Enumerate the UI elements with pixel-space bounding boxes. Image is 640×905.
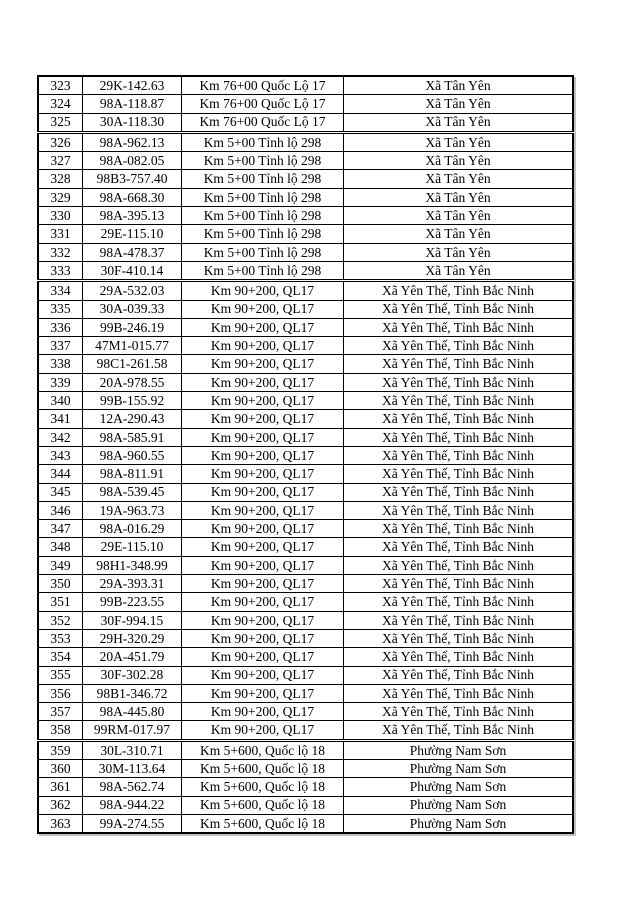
- plate-cell: 29H-320.29: [83, 629, 182, 647]
- table-row: [38, 243, 573, 261]
- table-body: [38, 76, 573, 833]
- table-row: [38, 520, 573, 538]
- location-cell: Km 5+600, Quốc lộ 18: [182, 778, 344, 796]
- table-row: [38, 629, 573, 647]
- table-row: [38, 95, 573, 113]
- plate-cell: 20A-451.79: [83, 648, 182, 666]
- ward-cell: Xã Yên Thế, Tỉnh Bắc Ninh: [344, 281, 574, 300]
- ward-cell: Phường Nam Sơn: [344, 814, 574, 833]
- row-index-cell: 355: [38, 666, 83, 684]
- table-row: [38, 593, 573, 611]
- ward-cell: Phường Nam Sơn: [344, 759, 574, 777]
- location-cell: Km 90+200, QL17: [182, 410, 344, 428]
- table-row: [38, 556, 573, 574]
- ward-cell: Xã Yên Thế, Tỉnh Bắc Ninh: [344, 556, 574, 574]
- row-index-cell: 350: [38, 575, 83, 593]
- row-index-cell: 357: [38, 703, 83, 721]
- violation-table: [37, 75, 574, 834]
- table-row: [38, 318, 573, 336]
- row-index-cell: 325: [38, 113, 83, 132]
- table-row: [38, 575, 573, 593]
- location-cell: Km 90+200, QL17: [182, 373, 344, 391]
- ward-cell: Xã Yên Thế, Tỉnh Bắc Ninh: [344, 611, 574, 629]
- row-index-cell: 345: [38, 483, 83, 501]
- plate-cell: 29E-115.10: [83, 225, 182, 243]
- plate-cell: 30F-410.14: [83, 261, 182, 280]
- table-row: [38, 76, 573, 95]
- location-cell: Km 90+200, QL17: [182, 318, 344, 336]
- table-row: [38, 759, 573, 777]
- row-index-cell: 361: [38, 778, 83, 796]
- plate-cell: 99RM-017.97: [83, 721, 182, 740]
- ward-cell: Xã Yên Thế, Tỉnh Bắc Ninh: [344, 355, 574, 373]
- location-cell: Km 5+00 Tỉnh lộ 298: [182, 243, 344, 261]
- plate-cell: 30A-118.30: [83, 113, 182, 132]
- ward-cell: Xã Tân Yên: [344, 243, 574, 261]
- row-index-cell: 337: [38, 337, 83, 355]
- row-index-cell: 351: [38, 593, 83, 611]
- table-row: [38, 740, 573, 759]
- ward-cell: Xã Yên Thế, Tỉnh Bắc Ninh: [344, 648, 574, 666]
- row-index-cell: 341: [38, 410, 83, 428]
- location-cell: Km 90+200, QL17: [182, 648, 344, 666]
- table-row: [38, 778, 573, 796]
- plate-cell: 98A-445.80: [83, 703, 182, 721]
- location-cell: Km 90+200, QL17: [182, 520, 344, 538]
- plate-cell: 47M1-015.77: [83, 337, 182, 355]
- table-row: [38, 170, 573, 188]
- row-index-cell: 335: [38, 300, 83, 318]
- row-index-cell: 356: [38, 684, 83, 702]
- location-cell: Km 90+200, QL17: [182, 629, 344, 647]
- location-cell: Km 90+200, QL17: [182, 538, 344, 556]
- ward-cell: Xã Yên Thế, Tỉnh Bắc Ninh: [344, 721, 574, 740]
- location-cell: Km 5+00 Tỉnh lộ 298: [182, 261, 344, 280]
- ward-cell: Xã Yên Thế, Tỉnh Bắc Ninh: [344, 428, 574, 446]
- plate-cell: 19A-963.73: [83, 501, 182, 519]
- table-row: [38, 703, 573, 721]
- ward-cell: Xã Yên Thế, Tỉnh Bắc Ninh: [344, 703, 574, 721]
- row-index-cell: 347: [38, 520, 83, 538]
- location-cell: Km 90+200, QL17: [182, 300, 344, 318]
- row-index-cell: 338: [38, 355, 83, 373]
- location-cell: Km 90+200, QL17: [182, 684, 344, 702]
- table-row: [38, 410, 573, 428]
- row-index-cell: 333: [38, 261, 83, 280]
- location-cell: Km 5+600, Quốc lộ 18: [182, 740, 344, 759]
- plate-cell: 98A-960.55: [83, 446, 182, 464]
- table-row: [38, 300, 573, 318]
- ward-cell: Xã Yên Thế, Tỉnh Bắc Ninh: [344, 520, 574, 538]
- location-cell: Km 5+600, Quốc lộ 18: [182, 814, 344, 833]
- table-row: [38, 501, 573, 519]
- plate-cell: 99B-246.19: [83, 318, 182, 336]
- table-row: [38, 721, 573, 740]
- row-index-cell: 359: [38, 740, 83, 759]
- table-row: [38, 538, 573, 556]
- location-cell: Km 5+00 Tỉnh lộ 298: [182, 188, 344, 206]
- row-index-cell: 362: [38, 796, 83, 814]
- ward-cell: Phường Nam Sơn: [344, 740, 574, 759]
- ward-cell: Xã Tân Yên: [344, 207, 574, 225]
- row-index-cell: 360: [38, 759, 83, 777]
- plate-cell: 29E-115.10: [83, 538, 182, 556]
- ward-cell: Xã Yên Thế, Tỉnh Bắc Ninh: [344, 501, 574, 519]
- table-row: [38, 132, 573, 151]
- plate-cell: 98C1-261.58: [83, 355, 182, 373]
- row-index-cell: 353: [38, 629, 83, 647]
- ward-cell: Xã Yên Thế, Tỉnh Bắc Ninh: [344, 483, 574, 501]
- location-cell: Km 5+00 Tỉnh lộ 298: [182, 132, 344, 151]
- ward-cell: Xã Tân Yên: [344, 132, 574, 151]
- ward-cell: Xã Tân Yên: [344, 76, 574, 95]
- row-index-cell: 349: [38, 556, 83, 574]
- plate-cell: 98A-944.22: [83, 796, 182, 814]
- row-index-cell: 329: [38, 188, 83, 206]
- table-row: [38, 392, 573, 410]
- table-row: [38, 814, 573, 833]
- location-cell: Km 90+200, QL17: [182, 392, 344, 410]
- ward-cell: Xã Yên Thế, Tỉnh Bắc Ninh: [344, 629, 574, 647]
- plate-cell: 98A-118.87: [83, 95, 182, 113]
- ward-cell: Xã Tân Yên: [344, 261, 574, 280]
- row-index-cell: 339: [38, 373, 83, 391]
- plate-cell: 98B1-346.72: [83, 684, 182, 702]
- location-cell: Km 5+600, Quốc lộ 18: [182, 759, 344, 777]
- row-index-cell: 323: [38, 76, 83, 95]
- ward-cell: Xã Yên Thế, Tỉnh Bắc Ninh: [344, 666, 574, 684]
- plate-cell: 98B3-757.40: [83, 170, 182, 188]
- ward-cell: Xã Yên Thế, Tỉnh Bắc Ninh: [344, 373, 574, 391]
- plate-cell: 30L-310.71: [83, 740, 182, 759]
- table-row: [38, 281, 573, 300]
- row-index-cell: 324: [38, 95, 83, 113]
- ward-cell: Xã Yên Thế, Tỉnh Bắc Ninh: [344, 593, 574, 611]
- plate-cell: 30A-039.33: [83, 300, 182, 318]
- row-index-cell: 330: [38, 207, 83, 225]
- plate-cell: 98A-585.91: [83, 428, 182, 446]
- row-index-cell: 332: [38, 243, 83, 261]
- location-cell: Km 76+00 Quốc Lộ 17: [182, 76, 344, 95]
- plate-cell: 30F-994.15: [83, 611, 182, 629]
- plate-cell: 20A-978.55: [83, 373, 182, 391]
- row-index-cell: 336: [38, 318, 83, 336]
- location-cell: Km 5+00 Tỉnh lộ 298: [182, 225, 344, 243]
- location-cell: Km 90+200, QL17: [182, 611, 344, 629]
- row-index-cell: 343: [38, 446, 83, 464]
- location-cell: Km 90+200, QL17: [182, 483, 344, 501]
- row-index-cell: 352: [38, 611, 83, 629]
- row-index-cell: 363: [38, 814, 83, 833]
- table-row: [38, 225, 573, 243]
- ward-cell: Xã Tân Yên: [344, 95, 574, 113]
- plate-cell: 29A-532.03: [83, 281, 182, 300]
- row-index-cell: 354: [38, 648, 83, 666]
- ward-cell: Xã Tân Yên: [344, 225, 574, 243]
- plate-cell: 98A-539.45: [83, 483, 182, 501]
- row-index-cell: 346: [38, 501, 83, 519]
- ward-cell: Xã Yên Thế, Tỉnh Bắc Ninh: [344, 337, 574, 355]
- location-cell: Km 76+00 Quốc Lộ 17: [182, 113, 344, 132]
- location-cell: Km 90+200, QL17: [182, 501, 344, 519]
- row-index-cell: 348: [38, 538, 83, 556]
- row-index-cell: 334: [38, 281, 83, 300]
- row-index-cell: 328: [38, 170, 83, 188]
- plate-cell: 98A-811.91: [83, 465, 182, 483]
- plate-cell: 98A-962.13: [83, 132, 182, 151]
- location-cell: Km 90+200, QL17: [182, 446, 344, 464]
- location-cell: Km 90+200, QL17: [182, 465, 344, 483]
- table-row: [38, 796, 573, 814]
- ward-cell: Xã Tân Yên: [344, 170, 574, 188]
- row-index-cell: 327: [38, 152, 83, 170]
- plate-cell: 98A-478.37: [83, 243, 182, 261]
- ward-cell: Xã Yên Thế, Tỉnh Bắc Ninh: [344, 410, 574, 428]
- table-row: [38, 355, 573, 373]
- location-cell: Km 90+200, QL17: [182, 721, 344, 740]
- plate-cell: 30M-113.64: [83, 759, 182, 777]
- location-cell: Km 90+200, QL17: [182, 337, 344, 355]
- plate-cell: 30F-302.28: [83, 666, 182, 684]
- ward-cell: Xã Tân Yên: [344, 188, 574, 206]
- ward-cell: Xã Yên Thế, Tỉnh Bắc Ninh: [344, 392, 574, 410]
- plate-cell: 99A-274.55: [83, 814, 182, 833]
- row-index-cell: 326: [38, 132, 83, 151]
- location-cell: Km 90+200, QL17: [182, 428, 344, 446]
- location-cell: Km 90+200, QL17: [182, 556, 344, 574]
- table-row: [38, 428, 573, 446]
- ward-cell: Phường Nam Sơn: [344, 796, 574, 814]
- table-row: [38, 261, 573, 280]
- table-row: [38, 188, 573, 206]
- plate-cell: 98A-668.30: [83, 188, 182, 206]
- table-row: [38, 207, 573, 225]
- row-index-cell: 342: [38, 428, 83, 446]
- table-row: [38, 373, 573, 391]
- ward-cell: Xã Yên Thế, Tỉnh Bắc Ninh: [344, 538, 574, 556]
- row-index-cell: 358: [38, 721, 83, 740]
- location-cell: Km 5+00 Tỉnh lộ 298: [182, 170, 344, 188]
- location-cell: Km 90+200, QL17: [182, 666, 344, 684]
- ward-cell: Xã Tân Yên: [344, 113, 574, 132]
- table-row: [38, 684, 573, 702]
- location-cell: Km 5+00 Tỉnh lộ 298: [182, 152, 344, 170]
- plate-cell: 98A-395.13: [83, 207, 182, 225]
- table-row: [38, 152, 573, 170]
- plate-cell: 12A-290.43: [83, 410, 182, 428]
- table-row: [38, 648, 573, 666]
- ward-cell: Phường Nam Sơn: [344, 778, 574, 796]
- table-row: [38, 465, 573, 483]
- location-cell: Km 90+200, QL17: [182, 703, 344, 721]
- location-cell: Km 5+600, Quốc lộ 18: [182, 796, 344, 814]
- plate-cell: 98A-016.29: [83, 520, 182, 538]
- location-cell: Km 90+200, QL17: [182, 355, 344, 373]
- plate-cell: 98A-562.74: [83, 778, 182, 796]
- table-row: [38, 611, 573, 629]
- plate-cell: 99B-223.55: [83, 593, 182, 611]
- location-cell: Km 76+00 Quốc Lộ 17: [182, 95, 344, 113]
- ward-cell: Xã Yên Thế, Tỉnh Bắc Ninh: [344, 575, 574, 593]
- ward-cell: Xã Yên Thế, Tỉnh Bắc Ninh: [344, 446, 574, 464]
- row-index-cell: 340: [38, 392, 83, 410]
- ward-cell: Xã Yên Thế, Tỉnh Bắc Ninh: [344, 684, 574, 702]
- ward-cell: Xã Yên Thế, Tỉnh Bắc Ninh: [344, 465, 574, 483]
- plate-cell: 98H1-348.99: [83, 556, 182, 574]
- plate-cell: 29A-393.31: [83, 575, 182, 593]
- location-cell: Km 90+200, QL17: [182, 575, 344, 593]
- table-row: [38, 113, 573, 132]
- plate-cell: 99B-155.92: [83, 392, 182, 410]
- plate-cell: 29K-142.63: [83, 76, 182, 95]
- row-index-cell: 344: [38, 465, 83, 483]
- ward-cell: Xã Tân Yên: [344, 152, 574, 170]
- plate-cell: 98A-082.05: [83, 152, 182, 170]
- location-cell: Km 90+200, QL17: [182, 281, 344, 300]
- location-cell: Km 90+200, QL17: [182, 593, 344, 611]
- table-row: [38, 666, 573, 684]
- table-row: [38, 446, 573, 464]
- ward-cell: Xã Yên Thế, Tỉnh Bắc Ninh: [344, 318, 574, 336]
- table-row: [38, 337, 573, 355]
- location-cell: Km 5+00 Tỉnh lộ 298: [182, 207, 344, 225]
- row-index-cell: 331: [38, 225, 83, 243]
- ward-cell: Xã Yên Thế, Tỉnh Bắc Ninh: [344, 300, 574, 318]
- table-row: [38, 483, 573, 501]
